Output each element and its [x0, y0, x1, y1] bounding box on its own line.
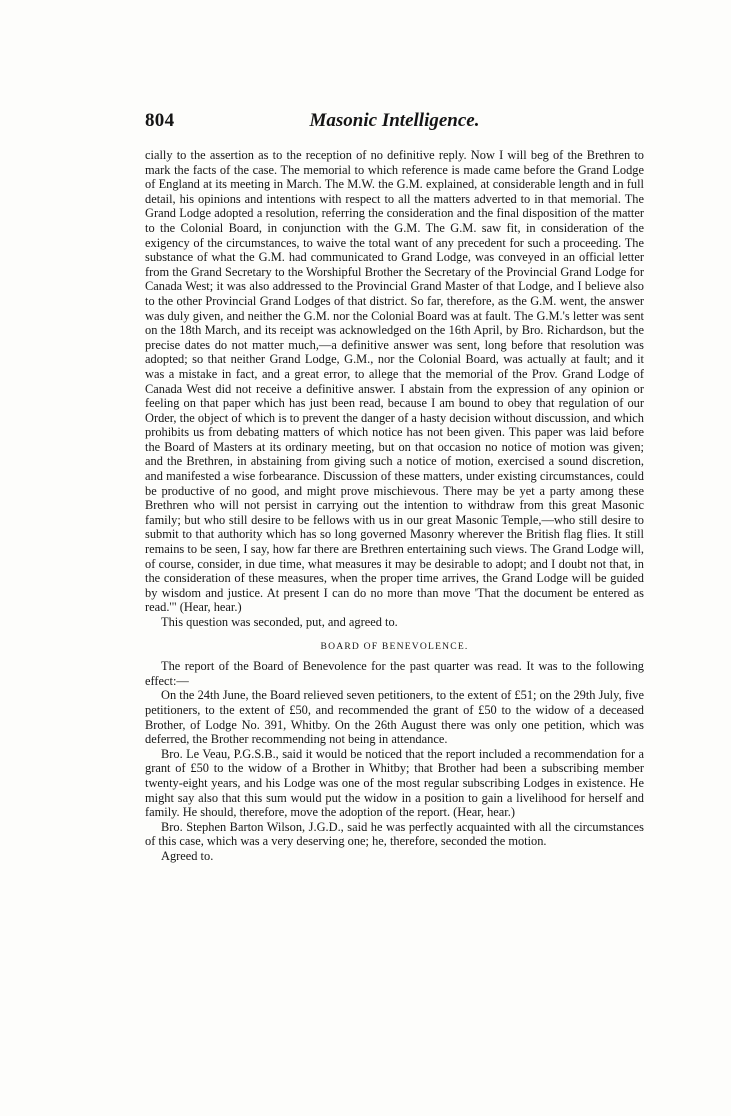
page-number: 804	[145, 110, 175, 131]
paragraph-report-read: The report of the Board of Benevolence for the past quarter was read. It was to the following effect:—	[145, 659, 644, 688]
running-title: Masonic Intelligence.	[309, 110, 480, 131]
article-body	[145, 148, 644, 864]
paragraph-motion-agreed: This question was seconded, put, and agreed to.	[161, 615, 398, 629]
page-header	[145, 110, 644, 136]
section-heading: BOARD OF BENEVOLENCE.	[320, 640, 469, 652]
paragraph-wilson: Bro. Stephen Barton Wilson, J.G.D., said he was perfectly acquainted with all the circumstances of this case, which was a very deserving one; he, therefore, seconded the motion.	[145, 819, 644, 849]
paragraph-agreed: Agreed to.	[161, 848, 214, 863]
paragraph-le-veau: Bro. Le Veau, P.G.S.B., said it would be noticed that the report included a recommendation for a grant of £50 to the widow of a Brother in Whitby; that Brother had been a subscribing member twenty-eight years, and his Lodge was one of the most regular subscribing Lodges in existence. He might say also that this sum would put the widow in a position to gain a livelihood for herself and family. He should, therefore, move the adoption of the report. (Hear, hear.)	[145, 746, 644, 820]
paragraph-speech-continuation: cially to the assertion as to the reception of no definitive reply. Now I will beg of the Brethren to mark the facts of the case. The memorial to which reference is made came before the Grand Lodge of England at its meeting in March. The M.W. the G.M. explained, at considerable length and in full detail, his opinions and intentions with respect to all the matters adverted to in that memorial. The Grand Lodge adopted a resolution, referring the consideration and the final disposition of the matter to the Colonial Board, in conjunction with the G.M. The G.M. saw fit, in consideration of the exigency of the circumstances, to waive the total want of any precedent for such a proceeding. The substance of what the G.M. had communicated to Grand Lodge, was conveyed in an official letter from the Grand Secretary to the Worshipful Brother the Secretary of the Provincial Grand Lodge for Canada West; it was also addressed to the Provincial Grand Master of that Lodge, and I believe also to the other Provincial Grand Lodges of that district. So far, therefore, as the G.M. went, the answer was duly given, and neither the G.M. nor the Colonial Board was at fault. The G.M.'s letter was sent on the 18th March, and its receipt was acknowledged on the 16th April, by Bro. Richardson, but the precise dates do not matter much,—a definitive answer was sent, long before that resolution was adopted; so that neither Grand Lodge, G.M., nor the Colonial Board, was actually at fault; and it was a mistake in fact, and a great error, to allege that the memorial of the Prov. Grand Lodge of Canada West did not receive a definitive answer. I abstain from the expression of any opinion or feeling on that paper which has just been read, because I am bound to obey that regulation of our Order, the object of which is to prevent the danger of a hasty decision without discussion, and which prohibits us from debating matters of which notice has not been given. This paper was laid before the Board of Masters at its ordinary meeting, but on that occasion no notice of motion was given; and the Brethren, in abstaining from giving such a notice of motion, exercised a sound discretion, and manifested a wise forbearance. Discussion of these matters, under existing circumstances, could be productive of no good, and might prove mischievous. There may be yet a party among these Brethren who will not persist in carrying out the intention to withdraw from this great Masonic family; but who still desire to be fellows with us in our great Masonic Temple,—who still desire to submit to that authority which has so long governed Masonry wherever the British flag flies. It still remains to be seen, I say, how far there are Brethren entertaining such views. The Grand Lodge will, of course, consider, in due time, what measures it may be desirable to adopt; and I doubt not that, in the consideration of these measures, when the proper time arrives, the Grand Lodge will be guided by wisdom and justice. At present I can do no more than move 'That the document be entered as read.'" (Hear, hear.)	[145, 148, 644, 615]
paragraph-petitions: On the 24th June, the Board relieved seven petitioners, to the extent of £51; on the 29th July, five petitioners, to the extent of £50, and recommended the grant of £50 to the widow of a deceased Brother, of Lodge No. 391, Whitby. On the 26th August there was only one petition, which was deferred, the Brother recommending not being in attendance.	[145, 688, 644, 747]
